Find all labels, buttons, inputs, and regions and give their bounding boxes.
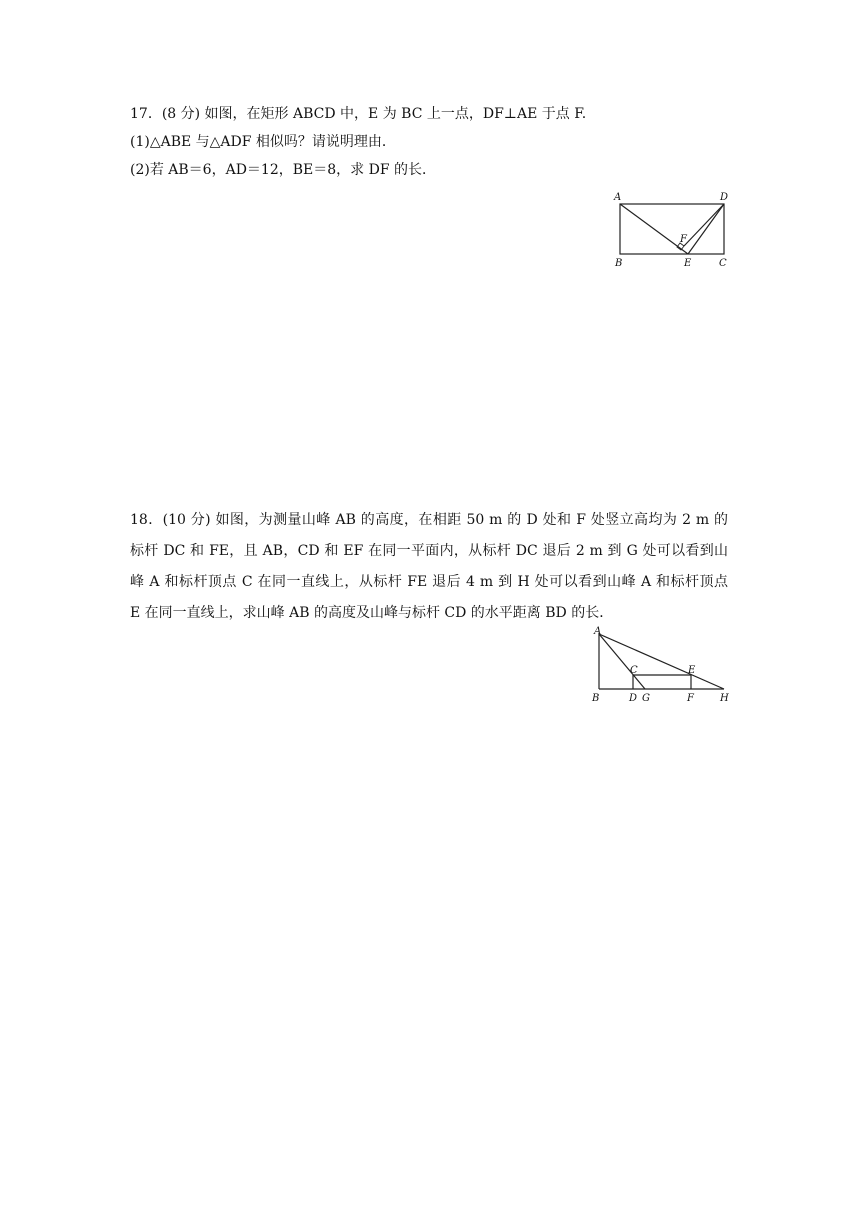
sight-line-ah <box>599 634 724 689</box>
label-a: A <box>614 192 622 203</box>
label-b: B <box>592 693 600 704</box>
q18-line4: E 在同一直线上，求山峰 AB 的高度及山峰与标杆 CD 的水平距离 BD 的长． <box>130 605 614 621</box>
q18-line2: 标杆 DC 和 FE，且 AB，CD 和 EF 在同一平面内，从标杆 DC 退后 2 m 到 G 处可以看到山 <box>130 543 728 559</box>
q17-header: 17．(8 分) 如图，在矩形 ABCD 中，E 为 BC 上一点，DF⊥AE 于点 F. <box>130 106 587 122</box>
q18-line1: 18．(10 分) 如图，为测量山峰 AB 的高度，在相距 50 m 的 D 处和 F 处竖立高均为 2 m 的 <box>130 512 728 528</box>
label-d: D <box>720 192 729 203</box>
label-f: F <box>687 693 694 704</box>
sight-line-ag <box>599 634 645 689</box>
label-c: C <box>719 258 727 269</box>
q18-figure <box>584 622 736 708</box>
rectangle-abcd <box>620 204 724 254</box>
q17-part2: (2)若 AB＝6，AD＝12，BE＝8，求 DF 的长． <box>130 162 436 178</box>
q17-part1: (1)△ABE 与△ADF 相似吗？请说明理由． <box>130 134 396 150</box>
label-e: E <box>688 665 696 676</box>
label-c: C <box>630 665 638 676</box>
label-g: G <box>642 693 650 704</box>
segment-df <box>684 204 724 246</box>
label-a: A <box>594 626 602 637</box>
label-b: B <box>615 258 623 269</box>
label-e: E <box>684 258 692 269</box>
q18-line3: 峰 A 和标杆顶点 C 在同一直线上，从标杆 FE 退后 4 m 到 H 处可以看到山峰 A 和标杆顶点 <box>130 574 728 590</box>
segment-de <box>688 204 724 254</box>
label-f: F <box>680 234 687 245</box>
label-d: D <box>629 693 638 704</box>
q17-figure <box>608 186 738 272</box>
label-h: H <box>720 693 729 704</box>
